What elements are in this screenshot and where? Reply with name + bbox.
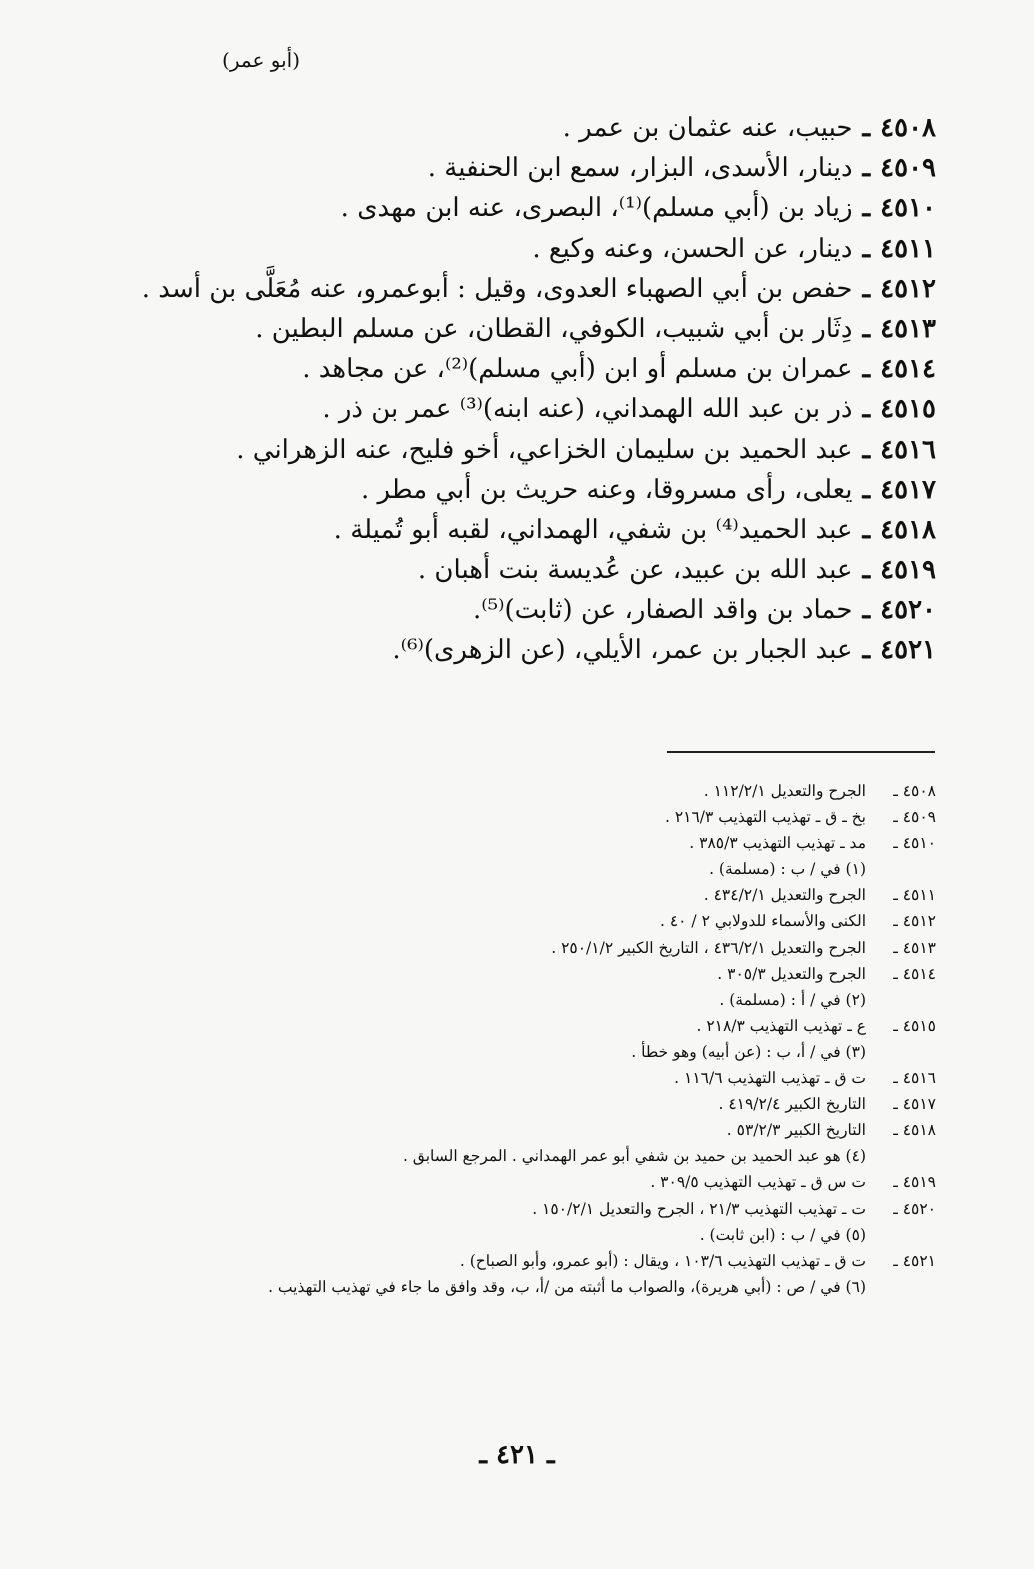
footnote-number: ٤٥٢٠ ـ xyxy=(893,1199,936,1218)
entry-number: ٤٥١٨ xyxy=(880,514,936,545)
entry-item xyxy=(116,630,936,670)
footnote-number: ٤٥١٧ ـ xyxy=(893,1095,936,1114)
entry-text: عبد الحميد بن سليمان الخزاعي، أخو فليح، عنه الزهراني . xyxy=(236,434,853,465)
entry-text: عمران بن مسلم أو ابن (أبي مسلم)⁽²⁾، عن مجاهد . xyxy=(302,354,853,385)
footnote-text: (٢) في / أ : (مسلمة) . xyxy=(719,990,866,1009)
entry-item xyxy=(116,148,936,188)
entry-dash: ـ xyxy=(862,595,871,626)
entry-number: ٤٥١٥ xyxy=(880,394,936,425)
footnote-text: بخ ـ ق ـ تهذيب التهذيب ٢١٦/٣ . xyxy=(664,808,866,827)
entry-dash: ـ xyxy=(862,313,871,344)
footnote-item xyxy=(36,908,936,934)
footnote-text: (٦) في / ص : (أبي هريرة)، والصواب ما أثبته من /أ، ب، وقد وافق ما جاء في تهذيب التهذيب . xyxy=(268,1277,866,1296)
footnote-number: ٤٥١٢ ـ xyxy=(893,912,936,931)
footnote-item xyxy=(36,1169,936,1195)
footnote-text: التاريخ الكبير ٤١٩/٢/٤ . xyxy=(718,1095,866,1114)
footnote-number: ٤٥١٣ ـ xyxy=(893,938,936,957)
footnote-text: الجرح والتعديل ١١٢/٢/١ . xyxy=(703,782,866,800)
entry-number: ٤٥٢٠ xyxy=(880,595,936,626)
footnote-number: ٤٥١٨ ـ xyxy=(893,1121,936,1140)
footnote-text: ت ـ تهذيب التهذيب ٢١/٣ ، الجرح والتعديل ١٥٠/٢/١ . xyxy=(532,1199,866,1218)
entry-dash: ـ xyxy=(862,113,871,143)
entry-dash: ـ xyxy=(862,394,871,425)
entry-item xyxy=(116,309,936,349)
footnote-item xyxy=(36,1065,936,1091)
footnotes-list xyxy=(36,778,936,1300)
entry-item xyxy=(116,430,936,470)
footnote-item xyxy=(36,1222,936,1248)
entry-number: ٤٥١٢ xyxy=(880,273,936,304)
entry-dash: ـ xyxy=(862,514,871,545)
footnote-text: (٤) هو عبد الحميد بن حميد بن شفي أبو عمر الهمداني . المرجع السابق . xyxy=(402,1147,866,1166)
footnote-text: ت س ق ـ تهذيب التهذيب ٣٠٩/٥ . xyxy=(650,1173,866,1192)
footnote-item xyxy=(36,830,936,856)
footnote-item xyxy=(36,961,936,987)
entry-text: عبد الحميد⁽⁴⁾ بن شفي، الهمداني، لقبه أبو تُميلة . xyxy=(333,514,853,545)
footnote-item xyxy=(36,1039,936,1065)
entry-dash: ـ xyxy=(862,635,871,666)
entry-text: دينار، عن الحسن، وعنه وكيع . xyxy=(532,233,853,264)
footnote-item xyxy=(36,778,936,804)
entry-text: عبد الله بن عبيد، عن عُديسة بنت أهبان . xyxy=(417,555,853,586)
footnote-item xyxy=(36,1274,936,1300)
entry-text: دينار، الأسدى، البزار، سمع ابن الحنفية . xyxy=(427,153,853,184)
entry-text: زياد بن (أبي مسلم)⁽¹⁾، البصرى، عنه ابن مهدى . xyxy=(340,193,853,224)
entry-item xyxy=(116,108,936,148)
footnote-number: ٤٥٠٨ ـ xyxy=(893,782,936,800)
footnote-text: الجرح والتعديل ٤٣٤/٢/١ . xyxy=(703,886,866,905)
entry-number: ٤٥٢١ xyxy=(880,635,936,666)
entry-number: ٤٥١٦ xyxy=(880,434,936,465)
entry-text: يعلى، رأى مسروقا، وعنه حريث بن أبي مطر . xyxy=(360,474,853,505)
entry-dash: ـ xyxy=(862,273,871,304)
footnote-item xyxy=(36,1091,936,1117)
footnote-item xyxy=(36,935,936,961)
footnote-text: (٥) في / ب : (ابن ثابت) . xyxy=(699,1225,866,1244)
footnote-item xyxy=(36,882,936,908)
footnote-number: ٤٥١١ ـ xyxy=(893,886,936,905)
footnote-item xyxy=(36,987,936,1013)
entry-dash: ـ xyxy=(862,434,871,465)
entry-dash: ـ xyxy=(862,354,871,385)
entry-number: ٤٥١٠ xyxy=(880,193,936,224)
footnote-item xyxy=(36,856,936,882)
footnote-item xyxy=(36,1196,936,1222)
entry-item xyxy=(116,590,936,630)
entry-item xyxy=(116,550,936,590)
entries-list xyxy=(116,108,936,671)
entry-number: ٤٥١٤ xyxy=(880,354,936,385)
footnote-text: الجرح والتعديل ٤٣٦/٢/١ ، التاريخ الكبير ٢٥٠/١/٢ . xyxy=(551,938,866,957)
footnote-text: الجرح والتعديل ٣٠٥/٣ . xyxy=(717,964,866,983)
entry-number: ٤٥١٩ xyxy=(880,555,936,586)
entry-text: دِثَار بن أبي شبيب، الكوفي، القطان، عن مسلم البطين . xyxy=(255,313,853,344)
entry-number: ٤٥١٧ xyxy=(880,474,936,505)
footnote-number: ٤٥١٥ ـ xyxy=(893,1016,936,1035)
footnote-separator xyxy=(667,751,935,753)
entry-number: ٤٥١٣ xyxy=(880,313,936,344)
entry-text: ذر بن عبد الله الهمداني، (عنه ابنه)⁽³⁾ عمر بن ذر . xyxy=(322,394,853,425)
entry-item xyxy=(116,269,936,309)
entry-dash: ـ xyxy=(862,233,871,264)
footnote-item xyxy=(36,1117,936,1143)
entry-text: عبد الجبار بن عمر، الأيلي، (عن الزهرى)⁽⁶⁾. xyxy=(392,635,853,666)
entry-item xyxy=(116,510,936,550)
entry-item xyxy=(116,470,936,510)
footnote-item xyxy=(36,1143,936,1169)
entry-number: ٤٥٠٩ xyxy=(880,153,936,184)
entry-item xyxy=(116,188,936,228)
footnote-item xyxy=(36,1248,936,1274)
footnote-text: ت ق ـ تهذيب التهذيب ١٠٣/٦ ، ويقال : (أبو عمرو، وأبو الصباح) . xyxy=(459,1251,866,1270)
footnote-number: ٤٥٠٩ ـ xyxy=(893,808,936,827)
footnote-text: (٣) في / أ، ب : (عن أبيه) وهو خطأ . xyxy=(631,1042,866,1061)
footnote-number: ٤٥١٦ ـ xyxy=(893,1069,936,1088)
entry-number: ٤٥٠٨ xyxy=(880,113,936,143)
footnote-text: التاريخ الكبير ٥٣/٢/٣ . xyxy=(726,1121,866,1140)
footnote-text: مد ـ تهذيب التهذيب ٣٨٥/٣ . xyxy=(689,834,866,853)
footnote-number: ٤٥١٤ ـ xyxy=(893,964,936,983)
page-number: ـ ٤٢١ ـ xyxy=(479,1440,555,1470)
entry-number: ٤٥١١ xyxy=(880,233,936,264)
entry-dash: ـ xyxy=(862,474,871,505)
footnote-text: (١) في / ب : (مسلمة) . xyxy=(709,860,866,879)
footnote-text: ع ـ تهذيب التهذيب ٢١٨/٣ . xyxy=(696,1016,866,1035)
entry-text: حفص بن أبي الصهباء العدوى، وقيل : أبوعمرو، عنه مُعَلَّى بن أسد . xyxy=(141,273,853,304)
entry-item xyxy=(116,389,936,429)
footnote-number: ٤٥٢١ ـ xyxy=(893,1251,936,1270)
entry-item xyxy=(116,349,936,389)
entry-dash: ـ xyxy=(862,153,871,184)
entry-dash: ـ xyxy=(862,193,871,224)
footnote-item xyxy=(36,1013,936,1039)
entry-text: حبيب، عنه عثمان بن عمر . xyxy=(562,113,853,143)
footnote-text: الكنى والأسماء للدولابي ٢ / ٤٠ . xyxy=(659,912,866,931)
entry-item xyxy=(116,229,936,269)
entry-text: حماد بن واقد الصفار، عن (ثابت)⁽⁵⁾. xyxy=(472,595,853,626)
running-head: (أبو عمر) xyxy=(222,48,300,72)
footnote-text: ت ق ـ تهذيب التهذيب ١١٦/٦ . xyxy=(674,1069,866,1088)
footnote-item xyxy=(36,804,936,830)
footnote-number: ٤٥١٠ ـ xyxy=(893,834,936,853)
entry-dash: ـ xyxy=(862,555,871,586)
footnote-number: ٤٥١٩ ـ xyxy=(893,1173,936,1192)
